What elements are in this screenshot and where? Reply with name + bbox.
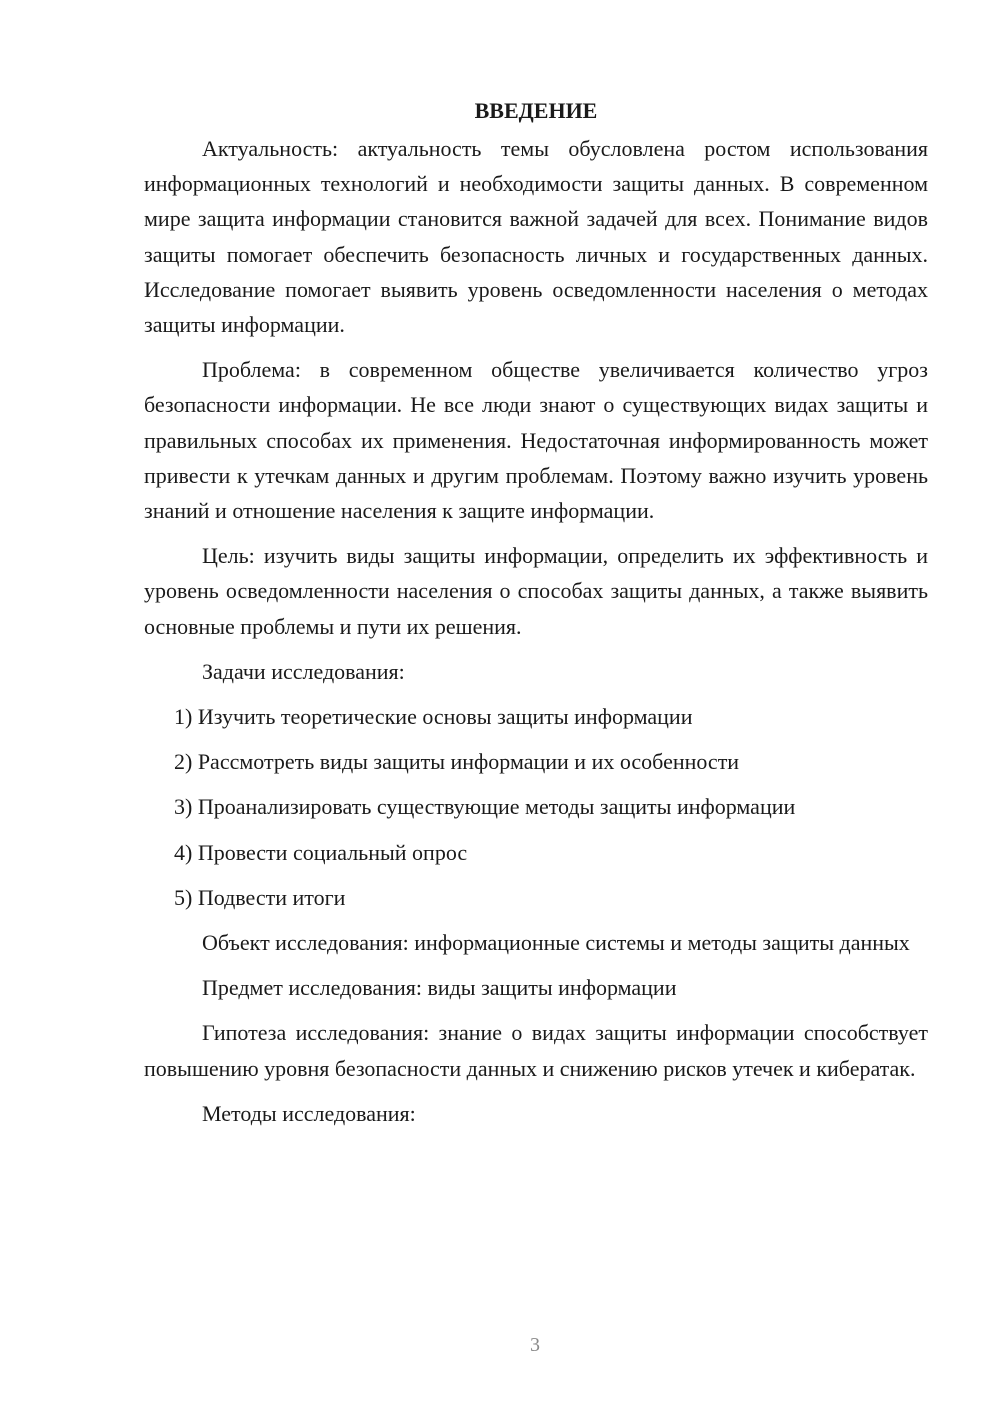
list-item: 4) Провести социальный опрос [174, 839, 468, 865]
list-item: 3) Проанализировать существующие методы защиты информации [174, 794, 796, 820]
list-item: 5) Подвести итоги [174, 884, 346, 910]
paragraph-subject: Предмет исследования: виды защиты информации [202, 975, 677, 1001]
paragraph-relevance: Актуальность: актуальность темы обусловлена ростом использования информационных технологий и необходимости защиты данных. В современном мире защита информации становится важной задачей для всех. Понимание видов защиты помогает обеспечить безопасность личных и государственных данных. Исследование помогает выявить уровень осведомленности населения о методах защиты информации. [144, 136, 928, 338]
page-number: 3 [530, 1334, 540, 1356]
methods-heading: Методы исследования: [202, 1100, 416, 1126]
tasks-heading: Задачи исследования: [202, 658, 405, 684]
page-content [144, 93, 928, 1141]
tasks-list [144, 699, 928, 915]
list-item: 1) Изучить теоретические основы защиты информации [174, 704, 693, 730]
section-title: ВВЕДЕНИЕ [474, 98, 598, 123]
paragraph-hypothesis: Гипотеза исследования: знание о видах защиты информации способствует повышению уровня безопасности данных и снижению рисков утечек и кибератак. [144, 1020, 928, 1081]
paragraph-object: Объект исследования: информационные системы и методы защиты данных [202, 930, 910, 956]
list-item: 2) Рассмотреть виды защиты информации и их особенности [174, 749, 740, 775]
paragraph-problem: Проблема: в современном обществе увеличивается количество угроз безопасности информации. Не все люди знают о существующих видах защиты и правильных способах их применения. Недостаточная информированность может привести к утечкам данных и другим проблемам. Поэтому важно изучить уровень знаний и отношение населения к защите информации. [144, 357, 928, 524]
paragraph-goal: Цель: изучить виды защиты информации, определить их эффективность и уровень осведомленности населения о способах защиты данных, а также выявить основные проблемы и пути их решения. [144, 543, 928, 639]
